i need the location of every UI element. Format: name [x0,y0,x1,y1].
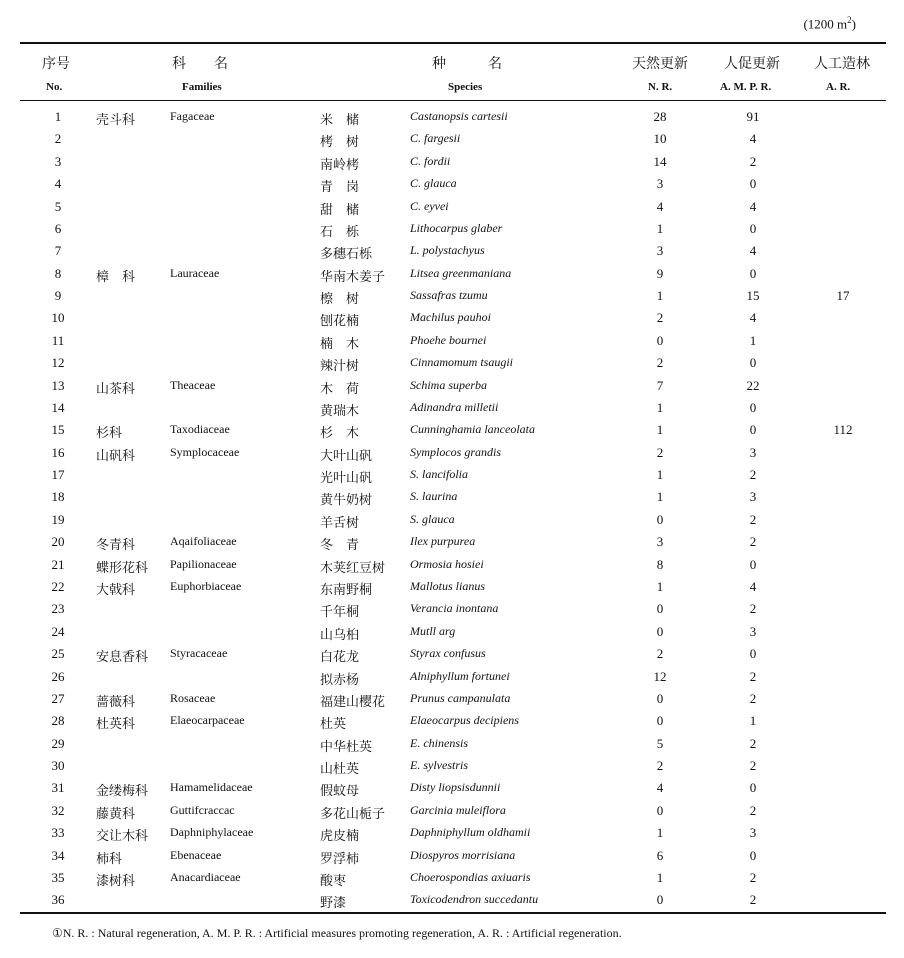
species-en: Castanopsis cartesii [410,109,508,123]
value-ampr: 15 [746,288,760,304]
species-en: Verancia inontana [410,601,499,616]
family-en: Symplocaceae [170,444,240,459]
value-nr: 3 [656,176,664,192]
value-nr: 10 [653,131,667,147]
value-ampr: 0 [749,422,757,438]
value-nr: 9 [656,265,664,281]
value-nr: 0 [656,511,664,527]
row-number: 21 [51,556,65,572]
value-ampr: 0 [749,399,757,415]
value-ampr: 0 [749,780,757,796]
row-number: 27 [51,690,65,706]
species-en: Machilus pauhoi [410,310,491,325]
value-ampr: 2 [749,690,757,706]
family-en: Taxodiaceae [170,422,230,437]
table-row [0,105,904,127]
value-ampr: 4 [749,131,757,147]
value-nr: 0 [656,690,664,706]
family-cn: 冬青科 [96,537,136,553]
table-row [0,754,904,776]
family-cn: 柿科 [96,850,123,866]
value-ar: 17 [836,288,850,304]
table-row [0,799,904,821]
species-cn: 华南木姜子 [320,268,386,284]
value-nr: 2 [656,310,664,326]
value-ampr: 2 [749,892,757,908]
species-en: Ormosia hosiei [410,556,484,571]
header-nr-cn: 天然更新 [632,57,688,72]
row-number: 14 [51,399,65,415]
species-en: L. polystachyus [410,243,485,258]
header-species-cn: 种 名 [432,57,502,72]
species-cn: 栲 树 [320,134,360,150]
species-cn: 黄牛奶树 [320,492,373,508]
row-number: 33 [51,825,65,841]
family-cn: 壳斗科 [96,112,136,127]
row-number: 31 [51,780,65,796]
species-cn: 黄瑞木 [320,402,360,418]
species-cn: 杉 木 [320,425,360,441]
row-number: 25 [51,646,65,662]
value-nr: 14 [653,153,667,169]
table-row [0,620,904,642]
value-ampr: 0 [749,176,757,192]
value-ampr: 0 [749,355,757,371]
value-nr: 5 [656,735,664,751]
family-cn: 安息香科 [96,649,149,665]
species-en: Lithocarpus glaber [410,220,503,235]
table-row [0,463,904,485]
table-row [0,172,904,194]
row-number: 13 [51,377,65,393]
table-row [0,821,904,843]
value-ampr: 3 [749,623,757,639]
value-nr: 1 [656,825,664,841]
family-en: Styracaceae [170,646,228,661]
row-number: 22 [51,578,65,594]
value-nr: 0 [656,713,664,729]
table-row [0,866,904,888]
value-ar: 112 [833,422,853,438]
value-ampr: 22 [746,377,760,393]
value-nr: 0 [656,802,664,818]
table-row [0,888,904,910]
value-nr: 12 [653,668,667,684]
family-en: Rosaceae [170,690,216,705]
value-nr: 8 [656,556,664,572]
table-row [0,687,904,709]
family-cn: 山茶科 [96,380,136,396]
species-en: Mutll arg [410,623,456,638]
species-en: Diospyros morrisiana [410,847,516,862]
family-en: Fagaceae [170,109,215,123]
value-nr: 1 [656,489,664,505]
species-en: Adinandra milletii [410,399,499,414]
value-ampr: 2 [749,511,757,527]
value-nr: 1 [656,869,664,885]
row-number: 28 [51,713,65,729]
row-number: 6 [54,220,62,236]
row-number: 3 [54,153,62,169]
value-ampr: 2 [749,601,757,617]
value-ampr: 2 [749,735,757,751]
row-number: 30 [51,758,65,774]
table-row [0,418,904,440]
table-row [0,306,904,328]
table-row [0,575,904,597]
value-nr: 1 [656,422,664,438]
table-row [0,844,904,866]
species-cn: 福建山樱花 [320,693,386,709]
value-nr: 1 [656,467,664,483]
table-row [0,709,904,731]
header-ampr-cn: 人促更新 [724,57,780,72]
header-family-en: Families [182,81,222,93]
family-cn: 杜英科 [96,716,136,732]
species-cn: 石 栎 [320,223,360,239]
value-nr: 28 [653,109,667,124]
value-ampr: 0 [749,646,757,662]
header-ampr-en: A. M. P. R. [720,81,772,93]
species-en: S. laurina [410,489,458,504]
species-en: Cinnamomum tsaugii [410,355,514,370]
family-cn: 樟 科 [96,268,136,284]
table-row [0,239,904,261]
value-ampr: 2 [749,534,757,550]
species-en: Ilex purpurea [410,534,476,549]
table-row [0,351,904,373]
species-en: Sassafras tzumu [410,288,488,303]
row-number: 11 [51,332,65,348]
header-family-cn: 科 名 [172,57,228,72]
species-en: Prunus campanulata [410,690,511,705]
value-nr: 1 [656,578,664,594]
family-cn: 蔷薇科 [96,693,136,709]
value-ampr: 0 [749,847,757,863]
species-en: Schima superba [410,377,487,392]
family-cn: 大戟科 [96,581,136,597]
species-cn: 木 荷 [320,380,360,396]
header-ar-cn: 人工造林 [814,57,870,72]
species-en: Daphniphyllum oldhamii [410,825,531,840]
value-ampr: 1 [749,332,757,348]
family-en: Hamamelidaceae [170,780,253,795]
species-cn: 千年桐 [320,604,360,620]
species-cn: 野漆 [320,895,347,911]
row-number: 2 [54,131,62,147]
table-row [0,732,904,754]
row-number: 32 [51,802,65,818]
species-cn: 南岭栲 [320,156,360,172]
species-cn: 刨花楠 [320,313,360,329]
value-ampr: 0 [749,220,757,236]
unit-label: (1200 $m^2$) [803,15,856,32]
table-top-rule [20,42,886,44]
species-cn: 假蚊母 [320,783,360,799]
table-row [0,597,904,619]
header-species-en: Species [448,81,483,93]
family-cn: 交让木科 [96,828,149,844]
table-row [0,665,904,687]
species-cn: 虎皮楠 [320,828,360,844]
family-cn: 杉科 [96,425,123,441]
row-number: 16 [51,444,65,460]
species-cn: 山乌桕 [320,626,360,642]
species-en: C. glauca [410,176,457,191]
value-ampr: 4 [749,243,757,259]
header-nr-en: N. R. [648,81,673,93]
value-nr: 1 [656,399,664,415]
header-no-en: No. [46,81,63,93]
row-number: 23 [51,601,65,617]
value-ampr: 3 [749,444,757,460]
value-ampr: 4 [749,310,757,326]
footnote: ①N. R. : Natural regeneration, A. M. P. R. : Artificial measures promoting regeneration, A. R. : Artificial regeneration. [52,926,622,940]
species-en: C. fargesii [410,131,461,146]
value-ampr: 2 [749,467,757,483]
value-ampr: 91 [746,109,760,124]
value-ampr: 2 [749,869,757,885]
value-nr: 1 [656,220,664,236]
table-row [0,553,904,575]
row-number: 9 [54,288,62,304]
table-row [0,396,904,418]
species-en: Mallotus lianus [410,578,486,593]
family-cn: 山矾科 [96,447,136,463]
species-en: Disty liopsisdunnii [410,780,501,795]
family-en: Papilionaceae [170,556,237,571]
table-row [0,217,904,239]
value-nr: 0 [656,892,664,908]
table-row [0,642,904,664]
species-cn: 多穗石栎 [320,246,373,262]
value-ampr: 0 [749,265,757,281]
row-number: 7 [54,243,62,259]
value-nr: 2 [656,444,664,460]
species-cn: 木荚红豆树 [320,559,386,575]
value-nr: 3 [656,534,664,550]
row-number: 34 [51,847,65,863]
species-cn: 羊舌树 [320,514,360,530]
value-nr: 0 [656,623,664,639]
family-en: Aqaifoliaceae [170,534,237,549]
species-en: Styrax confusus [410,646,486,661]
table-row [0,485,904,507]
species-en: S. glauca [410,511,455,526]
value-nr: 7 [656,377,664,393]
table-row [0,284,904,306]
value-nr: 1 [656,288,664,304]
species-cn: 米 槠 [320,112,360,127]
value-nr: 4 [656,780,664,796]
species-en: Litsea greenmaniana [410,265,512,280]
species-cn: 青 岗 [320,179,360,195]
table-row [0,441,904,463]
value-nr: 0 [656,601,664,617]
value-nr: 4 [656,198,664,214]
row-number: 35 [51,869,65,885]
table-row [0,262,904,284]
value-ampr: 0 [749,556,757,572]
table-row [0,508,904,530]
row-number: 10 [51,310,65,326]
species-cn: 楠 木 [320,335,360,351]
species-cn: 多花山栀子 [320,805,386,821]
row-number: 17 [51,467,65,483]
family-cn: 漆树科 [96,872,136,888]
table-row [0,150,904,172]
row-number: 24 [51,623,65,639]
species-en: C. eyvei [410,198,449,213]
row-number: 8 [54,265,62,281]
species-en: Garcinia muleiflora [410,802,506,817]
family-cn: 金缕梅科 [96,783,149,799]
value-ampr: 2 [749,153,757,169]
species-en: C. fordii [410,153,451,168]
species-cn: 酸枣 [320,872,347,888]
header-rule [20,100,886,101]
species-en: Alniphyllum fortunei [410,668,510,683]
species-cn: 甜 槠 [320,201,360,217]
species-cn: 罗浮柿 [320,850,360,866]
header-ar-en: A. R. [826,81,851,93]
species-cn: 光叶山矾 [320,470,373,486]
family-en: Ebenaceae [170,847,222,862]
value-ampr: 3 [749,489,757,505]
family-en: Guttifcraccac [170,802,235,817]
species-en: E. sylvestris [410,758,468,773]
table-row [0,776,904,798]
species-en: Symplocos grandis [410,444,501,459]
value-ampr: 4 [749,578,757,594]
row-number: 19 [51,511,65,527]
family-en: Elaeocarpaceae [170,713,245,728]
row-number: 36 [51,892,65,908]
species-en: Phoehe bournei [410,332,487,347]
species-cn: 中华杜英 [320,738,373,754]
value-ampr: 3 [749,825,757,841]
species-cn: 东南野桐 [320,581,373,597]
table-row [0,374,904,396]
table-row [0,195,904,217]
header-no-cn: 序号 [42,57,70,72]
row-number: 29 [51,735,65,751]
family-en: Daphniphylaceae [170,825,254,840]
row-number: 1 [54,109,62,124]
row-number: 18 [51,489,65,505]
row-number: 4 [54,176,62,192]
species-cn: 山杜英 [320,761,360,777]
species-cn: 冬 青 [320,537,360,553]
row-number: 12 [51,355,65,371]
value-nr: 2 [656,646,664,662]
family-en: Anacardiaceae [170,869,241,884]
table-bottom-rule [20,912,886,914]
species-en: Choerospondias axiuaris [410,869,531,884]
species-en: E. chinensis [410,735,468,750]
value-ampr: 4 [749,198,757,214]
table-row [0,530,904,552]
value-ampr: 1 [749,713,757,729]
value-ampr: 2 [749,758,757,774]
table-row [0,127,904,149]
row-number: 15 [51,422,65,438]
species-cn: 杜英 [320,716,347,732]
family-cn: 蝶形花科 [96,559,149,575]
species-en: S. lancifolia [410,467,468,482]
species-cn: 檫 树 [320,291,360,307]
species-en: Toxicodendron succedantu [410,892,539,907]
value-nr: 0 [656,332,664,348]
value-nr: 2 [656,355,664,371]
species-en: Cunninghamia lanceolata [410,422,535,437]
row-number: 5 [54,198,62,214]
value-nr: 3 [656,243,664,259]
family-en: Euphorbiaceae [170,578,242,593]
value-nr: 2 [656,758,664,774]
species-en: Elaeocarpus decipiens [410,713,519,728]
value-ampr: 2 [749,668,757,684]
species-cn: 白花龙 [320,649,360,665]
species-cn: 大叶山矾 [320,447,373,463]
value-nr: 6 [656,847,664,863]
table-row [0,329,904,351]
family-en: Theaceae [170,377,216,392]
row-number: 20 [51,534,65,550]
family-en: Lauraceae [170,265,220,280]
value-ampr: 2 [749,802,757,818]
row-number: 26 [51,668,65,684]
species-cn: 拟赤杨 [320,671,360,687]
family-cn: 藤黄科 [96,805,136,821]
species-cn: 辣汁树 [320,358,360,374]
